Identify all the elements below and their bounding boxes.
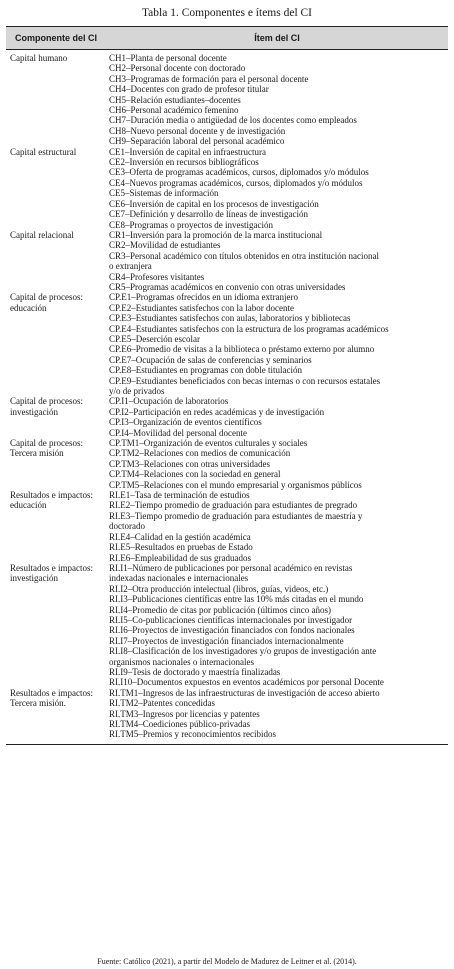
component-cell: Capital humano <box>10 53 68 63</box>
component-cell: Capital de procesos: Tercera misión <box>10 438 83 459</box>
table-row <box>6 490 448 563</box>
items-cell <box>109 563 448 688</box>
table-row <box>6 147 448 230</box>
item-line: RI.I9–Tesis de doctorado y maestría finalizadas <box>109 666 281 677</box>
item-line: RI.TM1–Ingresos de las infraestructuras de investigación de acceso abierto <box>109 687 380 698</box>
item-line: RI.E3–Tiempo promedio de graduación para estudiantes de maestría y <box>109 510 363 521</box>
component-cell: Capital relacional <box>10 229 74 240</box>
item-line: CP.TM1–Organización de eventos culturales y sociales <box>109 438 308 449</box>
item-line: CP.E7–Ocupación de salas de conferencias y seminarios <box>109 354 312 365</box>
item-line: RI.E5–Resultados en pruebas de Estado <box>109 542 253 553</box>
table-row <box>6 563 448 688</box>
item-line: RI.E2–Tiempo promedio de graduación para estudiantes de pregrado <box>109 500 358 511</box>
item-line: organismos nacionales o internacionales <box>109 656 255 667</box>
table-row <box>6 688 448 740</box>
item-line: CP.E5–Deserción escolar <box>109 333 200 344</box>
header-component: Componente del CI <box>14 33 97 43</box>
item-line: RI.I1–Número de publicaciones por personal académico en revistas <box>109 562 353 573</box>
table-header <box>6 27 448 50</box>
item-line: CP.E4–Estudiantes satisfechos con la estructura de los programas académicos <box>109 323 389 334</box>
item-line: RI.I10–Documentos expuestos en eventos académicos por personal Docente <box>109 677 384 688</box>
item-line: CP.I1–Ocupación de laboratorios <box>109 396 229 407</box>
item-line: CH9–Separación laboral del personal académico <box>109 136 285 147</box>
item-line: CH5–Relación estudiantes–docentes <box>109 94 241 105</box>
component-cell: Resultados e impactos: educación <box>10 490 93 511</box>
item-line: CR4–Profesores visitantes <box>109 271 205 282</box>
items-cell <box>109 490 448 563</box>
item-line: CH2–Personal docente con doctorado <box>109 63 246 74</box>
item-line: CE4–Nuevos programas académicos, cursos, diplomados y/o módulos <box>109 177 363 188</box>
component-cell: Capital de procesos: educación <box>10 292 83 313</box>
item-line: RI.E4–Calidad en la gestión académica <box>109 531 251 542</box>
items-cell <box>109 396 448 438</box>
item-line: RI.TM5–Premios y reconocimientos recibidos <box>109 729 276 740</box>
item-line: CP.I4–Movilidad del personal docente <box>109 427 247 438</box>
item-line: CH6–Personal académico femenino <box>109 105 239 116</box>
table-body <box>6 50 448 744</box>
component-cell: Resultados e impactos: Tercera misión. <box>10 687 93 709</box>
table-row <box>6 292 448 396</box>
item-line: CP.E9–Estudiantes beneficiados con becas internas o con recursos estatales <box>109 375 381 386</box>
item-line: CP.E2–Estudiantes satisfechos con la labor docente <box>109 302 294 313</box>
item-line: RI.I7–Proyectos de investigación financiados internacionalmente <box>109 635 344 646</box>
table-title: Tabla 1. Componentes e ítems del CI <box>141 7 313 19</box>
item-line: RI.I8–Clasificación de los investigadores y/o grupos de investigación ante <box>109 646 377 657</box>
item-line: RI.I5–Co-publicaciones científicas internacionales por investigador <box>109 614 353 625</box>
item-line: CH1–Planta de personal docente <box>109 53 227 63</box>
item-line: CR3–Personal académico con títulos obtenidos en otra institución nacional <box>109 250 379 261</box>
item-line: RI.E1–Tasa de terminación de estudios <box>109 490 250 501</box>
component-cell: Capital de procesos: investigación <box>10 396 83 417</box>
item-line: RI.TM2–Patentes concedidas <box>109 698 215 709</box>
item-line: CE6–Inversión de capital en los procesos de investigación <box>109 198 319 209</box>
item-line: RI.I2–Otra producción intelectual (libros, guías, videos, etc.) <box>109 583 329 594</box>
item-line: RI.E6–Empleabilidad de sus graduados <box>109 552 251 563</box>
item-line: CE3–Oferta de programas académicos, cursos, diplomados y/o módulos <box>109 167 369 178</box>
item-line: CP.I3–Organización de eventos científicos <box>109 417 262 428</box>
items-cell <box>109 147 448 230</box>
item-line: CR1–Inversión para la promoción de la marca institucional <box>109 229 323 240</box>
item-line: CP.TM3–Relaciones con otras universidades <box>109 458 270 469</box>
components-table <box>6 26 448 745</box>
item-line: CP.TM4–Relaciones con la sociedad en general <box>109 469 281 480</box>
items-cell <box>109 292 448 396</box>
item-line: CE1–Inversión de capital en infraestructura <box>109 146 266 157</box>
item-line: CP.E1–Programas ofrecidos en un idioma extranjero <box>109 292 298 303</box>
item-line: CP.E6–Promedio de visitas a la biblioteca o préstamo externo por alumno <box>109 344 375 355</box>
item-line: CE2–Inversión en recursos bibliográficos <box>109 157 259 168</box>
items-cell <box>109 230 448 292</box>
item-line: CE8–Programas o proyectos de investigación <box>109 219 273 230</box>
item-line: RI.I6–Proyectos de investigación financiados con fondos nacionales <box>109 625 355 636</box>
table-source-note: Fuente: Católico (2021), a partir del Modelo de Madurez de Leitner et al. (2014). <box>97 957 357 966</box>
item-line: o extranjera <box>109 261 152 272</box>
item-line: y/o de privados <box>109 386 165 396</box>
item-line: CP.E3–Estudiantes satisfechos con aulas, laboratorios y bibliotecas <box>109 313 351 324</box>
component-cell: Capital estructural <box>10 146 77 157</box>
item-line: CP.TM2–Relaciones con medios de comunicación <box>109 448 291 459</box>
item-line: CH8–Nuevo personal docente y de investigación <box>109 125 286 136</box>
table-row <box>6 230 448 292</box>
item-line: CH4–Docentes con grado de profesor titular <box>109 84 269 95</box>
header-item: Ítem del CI <box>254 33 300 43</box>
item-line: CR5–Programas académicos en convenio con otras universidades <box>109 281 346 292</box>
item-line: RI.TM3–Ingresos por licencias y patentes <box>109 708 260 719</box>
item-line: CP.TM5–Relaciones con el mundo empresarial y organismos públicos <box>109 479 362 490</box>
item-line: CE7–Definición y desarrollo de líneas de investigación <box>109 209 308 220</box>
items-cell <box>109 438 448 490</box>
items-cell <box>109 688 448 740</box>
item-line: CE5–Sistemas de información <box>109 188 219 199</box>
item-line: CH3–Programas de formación para el personal docente <box>109 73 309 84</box>
component-cell: Resultados e impactos: investigación <box>10 562 93 584</box>
item-line: CP.E8–Estudiantes en programas con doble titulación <box>109 365 302 376</box>
table-row <box>6 53 448 147</box>
items-cell <box>109 53 448 147</box>
table-row <box>6 396 448 438</box>
item-line: indexadas nacionales e internacionales <box>109 573 249 584</box>
item-line: CR2–Movilidad de estudiantes <box>109 240 221 251</box>
table-row <box>6 438 448 490</box>
item-line: CP.I2–Participación en redes académicas y de investigación <box>109 406 325 417</box>
item-line: RI.TM4–Coediciones público-privadas <box>109 719 250 729</box>
item-line: RI.I4–Promedio de citas por publicación (últimos cinco años) <box>109 604 331 615</box>
item-line: RI.I3–Publicaciones científicas entre las 10% más citadas en el mundo <box>109 594 364 605</box>
item-line: CH7–Duración media o antigüedad de los docentes como empleados <box>109 115 357 126</box>
item-line: doctorado <box>109 521 145 532</box>
